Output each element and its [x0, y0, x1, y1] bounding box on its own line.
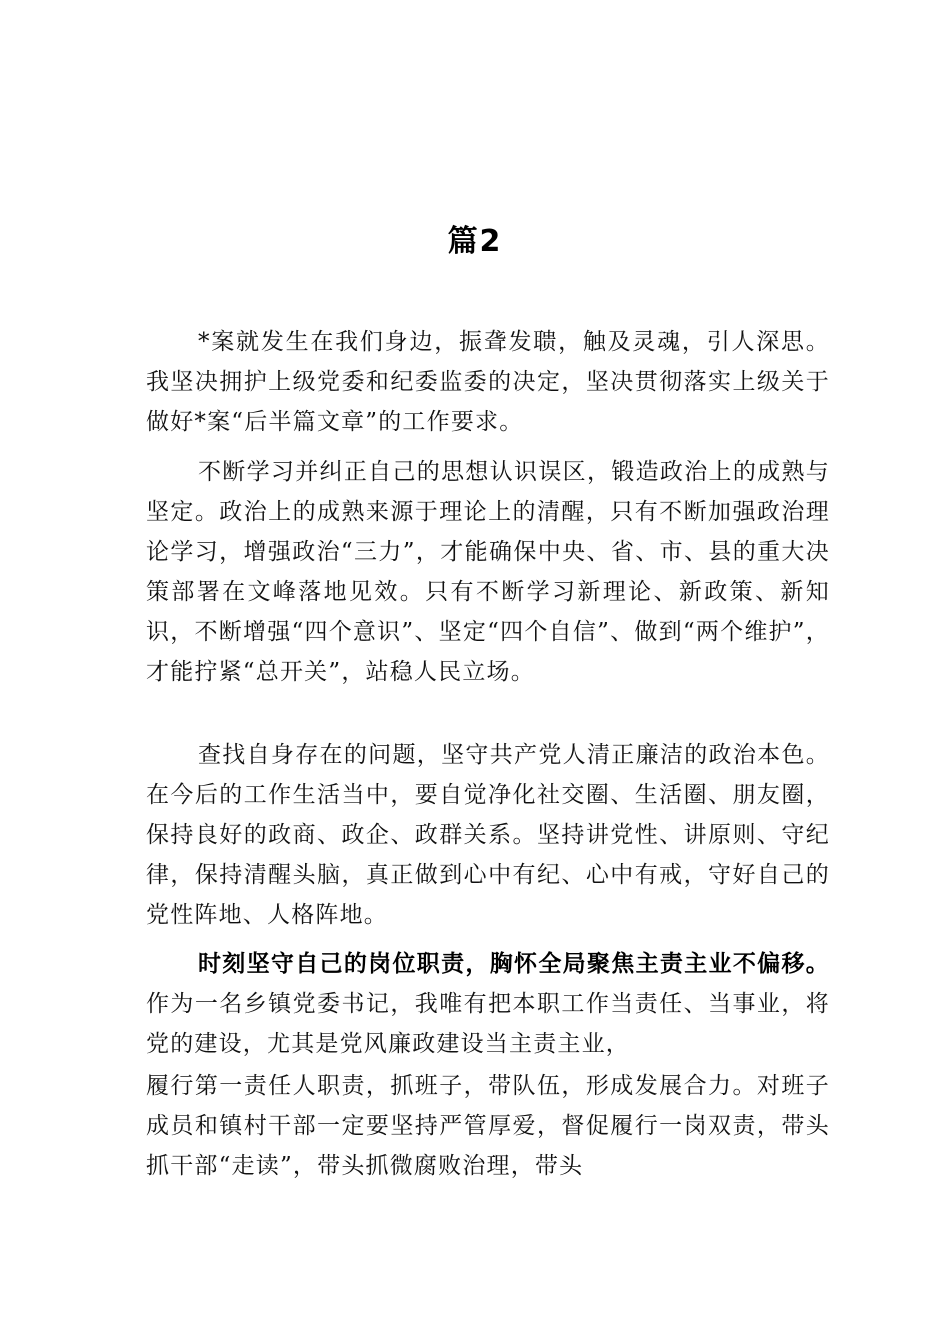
paragraph-4	[146, 944, 830, 1064]
paragraph-3: 查找自身存在的问题，坚守共产党人清正廉洁的政治本色。在今后的工作生活当中，要自觉净化社交圈、生活圈、朋友圈，保持良好的政商、政企、政群关系。坚持讲党性、讲原则、守纪律，保持清醒头脑，真正做到心中有纪、心中有戒，守好自己的党性阵地、人格阵地。	[146, 742, 830, 928]
document-title: 篇2	[447, 224, 503, 259]
paragraph-5-continuation: 履行第一责任人职责，抓班子，带队伍，形成发展合力。对班子成员和镇村干部一定要坚持严管厚爱，督促履行一岗双责，带头抓干部“走读”，带头抓微腐败治理，带头	[146, 1073, 830, 1179]
paragraph-2: 不断学习并纠正自己的思想认识误区，锻造政治上的成熟与坚定。政治上的成熟来源于理论上的清醒，只有不断加强政治理论学习，增强政治“三力”，才能确保中央、省、市、县的重大决策部署在文峰落地见效。只有不断学习新理论、新政策、新知识，不断增强“四个意识”、坚定“四个自信”、做到“两个维护”，才能拧紧“总开关”，站稳人民立场。	[146, 459, 830, 685]
paragraph-1: *案就发生在我们身边，振聋发聩，触及灵魂，引人深思。我坚决拥护上级党委和纪委监委的决定，坚决贯彻落实上级关于做好*案“后半篇文章”的工作要求。	[146, 329, 830, 435]
paragraph-4-body: 作为一名乡镇党委书记，我唯有把本职工作当责任、当事业，将党的建设，尤其是党风廉政建设当主责主业，	[146, 991, 830, 1057]
paragraph-4-lead: 时刻坚守自己的岗位职责，胸怀全局聚焦主责主业不偏移。	[198, 950, 830, 977]
